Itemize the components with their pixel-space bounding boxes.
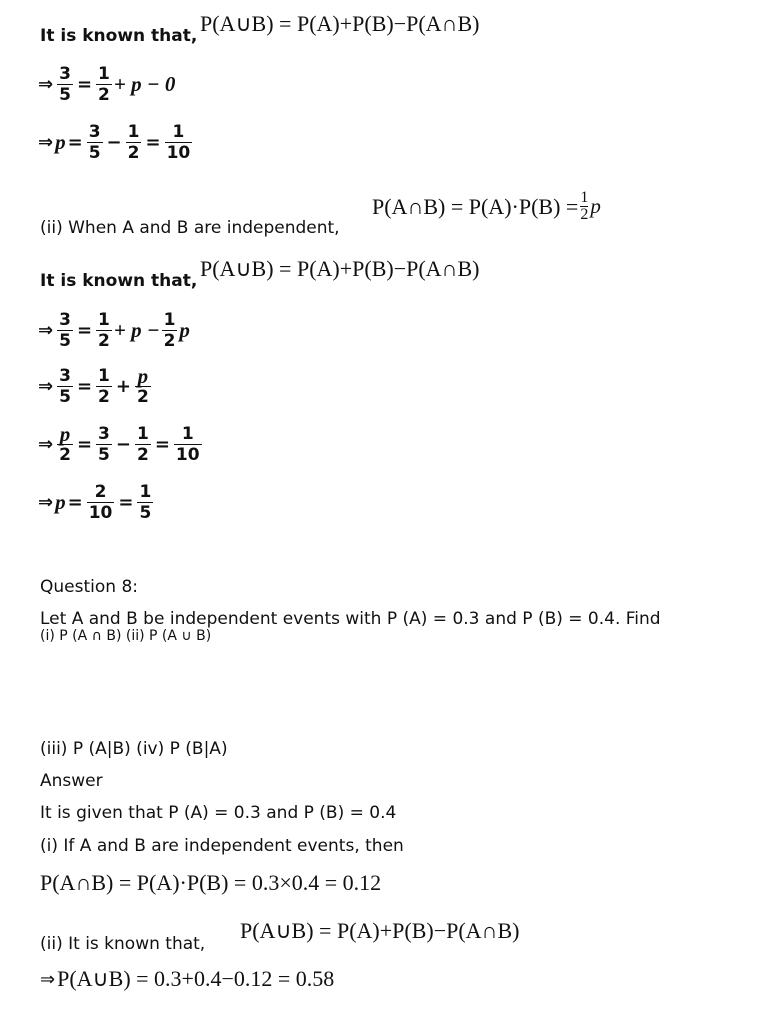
independent-label: (ii) When A and B are independent, xyxy=(40,218,340,238)
fraction: $\frac{1}{2}$ xyxy=(136,424,149,465)
fraction: $\frac{1}{5}$ xyxy=(139,482,152,523)
implies-arrow: ⇒ xyxy=(38,434,54,455)
fraction: $\frac{2}{10}$ xyxy=(88,482,113,523)
fraction: $\frac{1}{10}$ xyxy=(166,122,191,163)
step-6-equation: ⇒ p = $\frac{2}{10}$ = $\frac{1}{5}$ xyxy=(38,482,152,523)
implies-arrow: ⇒ xyxy=(38,376,54,397)
known-label-2: It is known that, xyxy=(40,271,198,291)
fraction: $\frac{1}{2}$ xyxy=(98,64,110,105)
answer-formula-i: P(A∩B) = P(A)·P(B) = 0.3×0.4 = 0.12 xyxy=(40,870,382,895)
fraction: $\frac{p}{2}$ xyxy=(136,364,149,407)
union-formula-2: P(A∪B) = P(A)+P(B)−P(A∩B) xyxy=(200,256,480,281)
union-formula-1: P(A∪B) = P(A)+P(B)−P(A∩B) xyxy=(200,11,480,36)
fraction: $\frac{3}{5}$ xyxy=(98,424,110,465)
step-1-tail: + p − 0 xyxy=(113,72,176,96)
step-1-equation: ⇒ $\frac{3}{5}$ = $\frac{1}{2}$ + p − 0 xyxy=(38,64,176,105)
step-4-equation: ⇒ $\frac{3}{5}$ = $\frac{1}{2}$ + $\frac{p}{2}$ xyxy=(38,364,149,407)
answer-result-ii: ⇒ P(A∪B) = 0.3+0.4−0.12 = 0.58 xyxy=(40,966,335,991)
answer-title: Answer xyxy=(40,771,103,791)
question-parts-2: (iii) P (A|B) (iv) P (B|A) xyxy=(40,739,228,759)
intersection-formula: P(A∩B) = P(A)·P(B) = $\frac{1}{2}$ p xyxy=(372,189,601,223)
implies-arrow: ⇒ xyxy=(38,74,54,95)
question-parts-1: (i) P (A ∩ B) (ii) P (A ∪ B) xyxy=(40,628,212,644)
answer-part-i: (i) If A and B are independent events, then xyxy=(40,836,404,856)
answer-part-ii: (ii) It is known that, xyxy=(40,934,206,954)
step-2-equation: ⇒ p = $\frac{3}{5}$ − $\frac{1}{2}$ = $\frac{1}{10}$ xyxy=(38,122,191,163)
known-label-1: It is known that, xyxy=(40,26,198,46)
answer-formula-ii: P(A∪B) = P(A)+P(B)−P(A∩B) xyxy=(240,918,520,943)
fraction: $\frac{1}{2}$ xyxy=(98,366,110,407)
step-3-equation: ⇒ $\frac{3}{5}$ = $\frac{1}{2}$ + p − $\frac{1}{2}$ p xyxy=(38,310,190,351)
question-text: Let A and B be independent events with P (A) = 0.3 and P (B) = 0.4. Find xyxy=(40,609,661,629)
fraction: $\frac{1}{2}$ xyxy=(127,122,140,163)
question-title: Question 8: xyxy=(40,577,138,597)
step-5-equation: ⇒ $\frac{p}{2}$ = $\frac{3}{5}$ − $\frac{1}{2}$ = $\frac{1}{10}$ xyxy=(38,422,200,465)
fraction: $\frac{1}{2}$ xyxy=(163,310,176,351)
fraction: $\frac{3}{5}$ xyxy=(88,122,101,163)
fraction: $\frac{3}{5}$ xyxy=(59,64,71,105)
fraction: $\frac{p}{2}$ xyxy=(59,422,71,465)
fraction: $\frac{1}{2}$ xyxy=(98,310,110,351)
answer-given: It is given that P (A) = 0.3 and P (B) = 0.4 xyxy=(40,803,397,823)
fraction: $\frac{3}{5}$ xyxy=(59,310,71,351)
fraction: $\frac{1}{2}$ xyxy=(580,189,589,223)
implies-arrow: ⇒ xyxy=(38,492,54,513)
fraction: $\frac{3}{5}$ xyxy=(59,366,71,407)
implies-arrow: ⇒ xyxy=(38,132,54,153)
implies-arrow: ⇒ xyxy=(40,968,56,990)
implies-arrow: ⇒ xyxy=(38,320,54,341)
fraction: $\frac{1}{10}$ xyxy=(175,424,200,465)
